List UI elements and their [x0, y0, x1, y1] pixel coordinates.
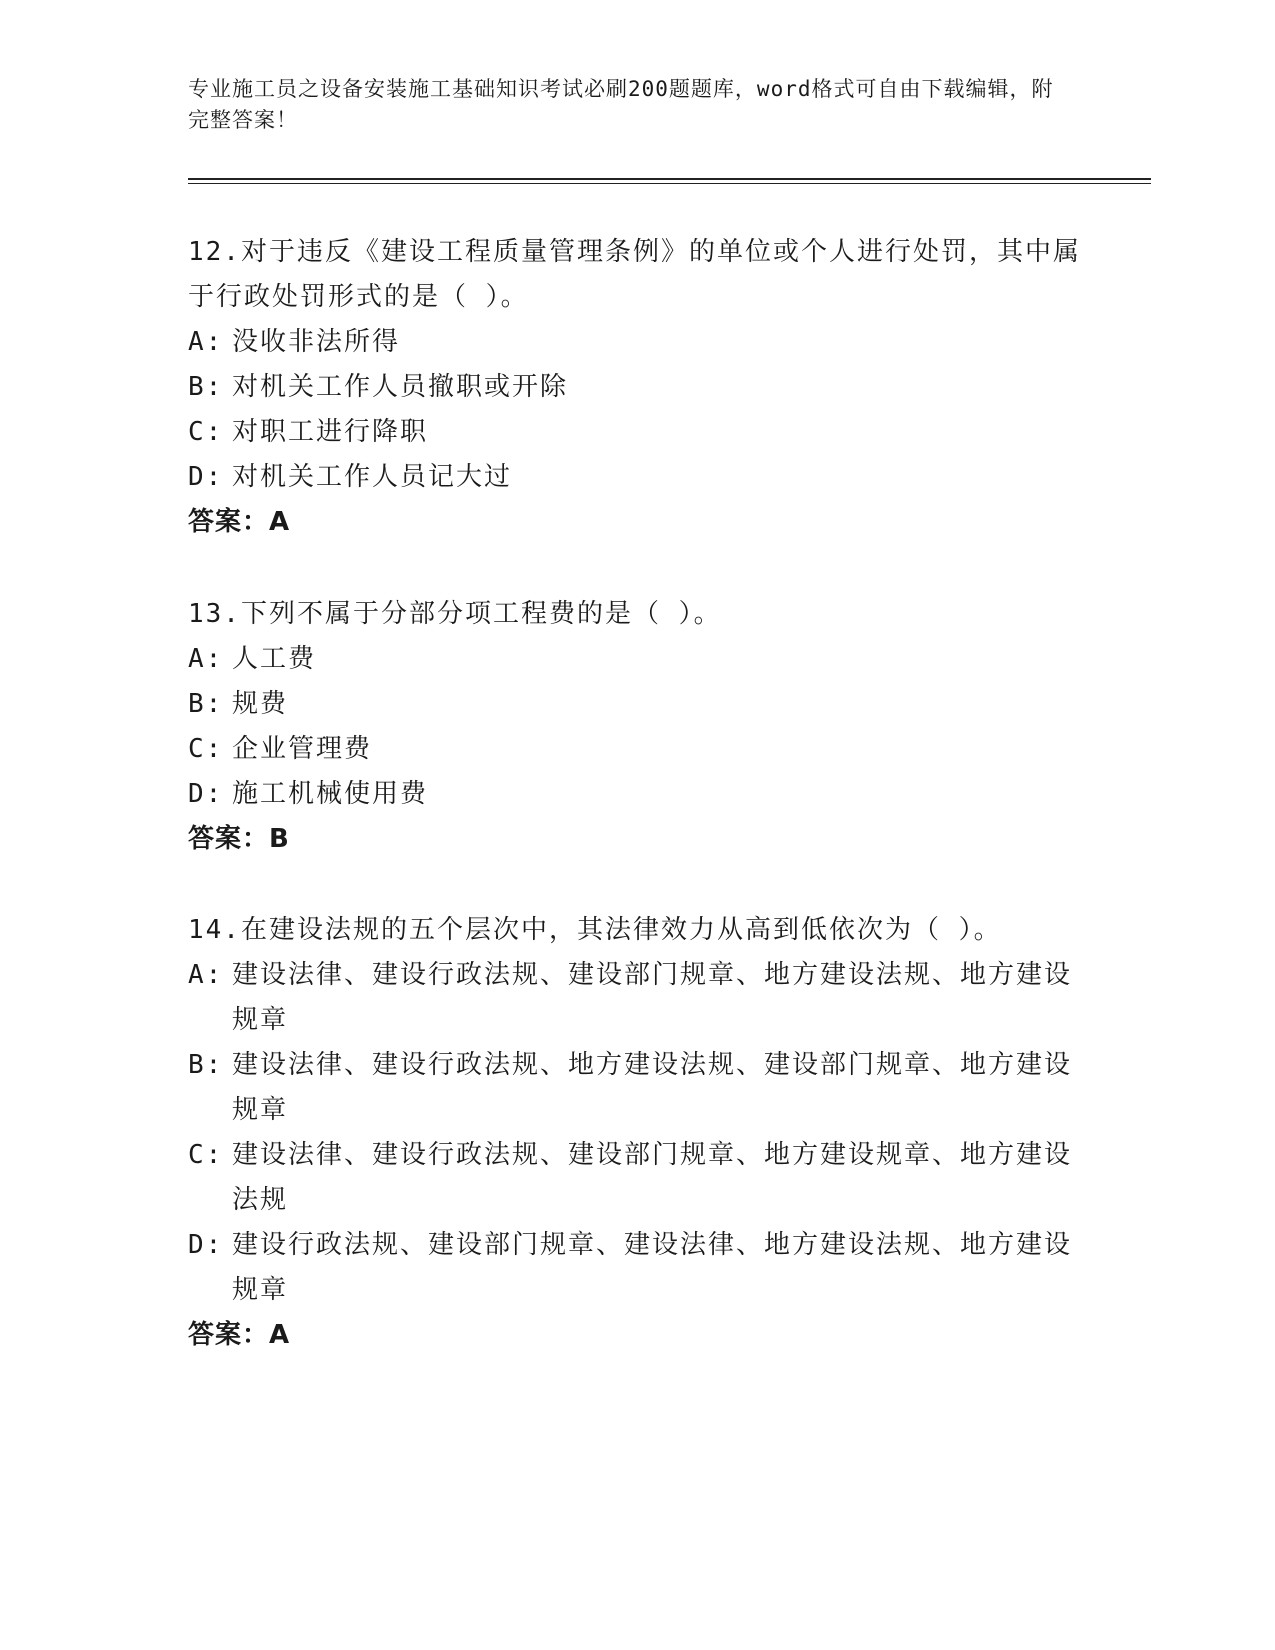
option-b	[188, 682, 1088, 727]
question-13	[188, 592, 1088, 862]
option-key: A:	[188, 327, 224, 357]
document-header: 专业施工员之设备安装施工基础知识考试必刷200题题库，word格式可自由下载编辑，附完整答案！	[188, 77, 1054, 132]
option-b	[188, 365, 1088, 410]
option-c	[188, 727, 1088, 772]
option-d	[188, 1223, 1088, 1313]
option-text: 施工机械使用费	[232, 779, 429, 809]
question-stem: 13.下列不属于分部分项工程费的是（ ）。	[188, 599, 722, 629]
option-key: D:	[188, 1230, 224, 1260]
option-key: B:	[188, 372, 224, 402]
answer-label: 答案：B	[188, 824, 290, 854]
option-d	[188, 772, 1088, 817]
option-text: 建设法律、建设行政法规、地方建设法规、建设部门规章、地方建设规章	[232, 1050, 1073, 1125]
option-text: 建设法律、建设行政法规、建设部门规章、地方建设法规、地方建设规章	[232, 960, 1073, 1035]
option-key: D:	[188, 779, 224, 809]
option-c	[188, 1133, 1088, 1223]
question-stem: 14.在建设法规的五个层次中，其法律效力从高到低依次为（ ）。	[188, 915, 1002, 945]
option-key: C:	[188, 1140, 224, 1170]
option-key: B:	[188, 1050, 224, 1080]
option-key: A:	[188, 644, 224, 674]
option-text: 对职工进行降职	[232, 417, 429, 447]
option-a	[188, 637, 1088, 682]
option-a	[188, 320, 1088, 365]
question-14	[188, 908, 1088, 1358]
option-text: 没收非法所得	[232, 327, 401, 357]
answer-label: 答案：A	[188, 1320, 291, 1350]
header-divider-thin	[188, 183, 1151, 184]
option-key: C:	[188, 734, 224, 764]
option-text: 人工费	[232, 644, 317, 674]
option-text: 对机关工作人员撤职或开除	[232, 372, 569, 402]
option-b	[188, 1043, 1088, 1133]
option-text: 建设行政法规、建设部门规章、建设法律、地方建设法规、地方建设规章	[232, 1230, 1073, 1305]
question-stem: 12.对于违反《建设工程质量管理条例》的单位或个人进行处罚，其中属于行政处罚形式的是（ ）。	[188, 237, 1081, 312]
option-key: B:	[188, 689, 224, 719]
option-text: 规费	[232, 689, 289, 719]
option-text: 对机关工作人员记大过	[232, 462, 513, 492]
option-a	[188, 953, 1088, 1043]
header-divider-thick	[188, 178, 1151, 180]
option-text: 建设法律、建设行政法规、建设部门规章、地方建设规章、地方建设法规	[232, 1140, 1073, 1215]
answer-label: 答案：A	[188, 507, 291, 537]
option-text: 企业管理费	[232, 734, 373, 764]
option-d	[188, 455, 1088, 500]
option-c	[188, 410, 1088, 455]
option-key: D:	[188, 462, 224, 492]
option-key: C:	[188, 417, 224, 447]
question-12	[188, 230, 1088, 545]
option-key: A:	[188, 960, 224, 990]
